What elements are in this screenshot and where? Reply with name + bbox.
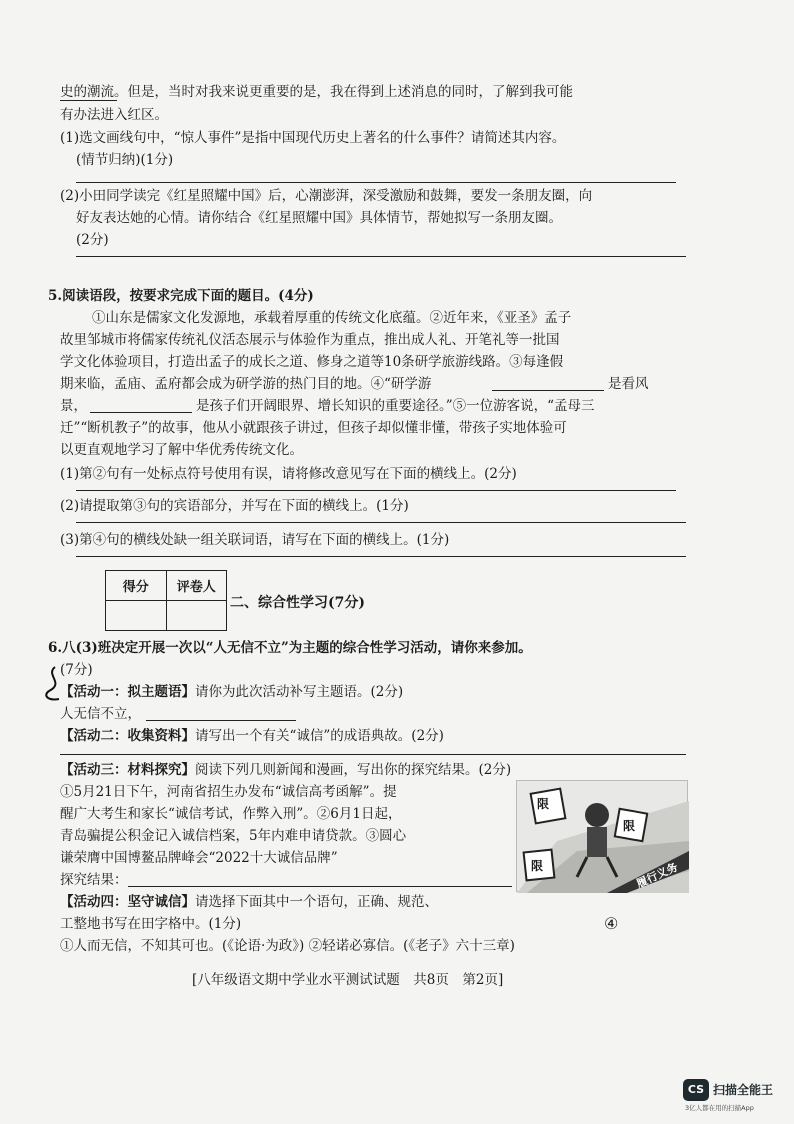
activity-3-tag: 【活动三：材料探究】 bbox=[60, 762, 195, 778]
q5-sub2: (2)请提取第③句的宾语部分，并写在下面的横线上。(1分) bbox=[60, 498, 409, 514]
grader-cell[interactable] bbox=[166, 601, 227, 631]
blank-2 bbox=[90, 412, 192, 413]
q5-sub1: (1)第②句有一处标点符号使用有误，请将修改意见写在下面的横线上。(2分) bbox=[60, 466, 517, 482]
answer-line bbox=[76, 182, 676, 183]
section-2-title: 二、综合性学习(7分) bbox=[230, 595, 365, 611]
score-table bbox=[105, 570, 227, 631]
q4-sub1: (1)选文画线句中，“惊人事件”是指中国现代历史上著名的什么事件？请简述其内容。 bbox=[60, 130, 566, 146]
result-label: 探究结果： bbox=[60, 872, 128, 888]
activity-2-tag: 【活动二：收集资料】 bbox=[60, 728, 195, 744]
scanner-watermark bbox=[683, 1075, 793, 1117]
activity-4-tag: 【活动四：坚守诚信】 bbox=[60, 894, 195, 910]
integrity-cartoon bbox=[516, 780, 688, 892]
q5-passage-line-7: 以更直观地学习了解中华优秀传统文化。 bbox=[60, 442, 303, 458]
grader-header: 评卷人 bbox=[166, 571, 227, 601]
cartoon-sign-3: 限 bbox=[531, 859, 544, 873]
q5-passage-line-5a: 景， bbox=[60, 398, 87, 414]
answer-line bbox=[76, 490, 676, 491]
scanner-app-name: 扫描全能王 bbox=[713, 1083, 774, 1097]
q5-passage-line-5b: 是孩子们开阔眼界、增长知识的重要途径。”⑤一位游客说，“孟母三 bbox=[196, 398, 595, 414]
activity-1 bbox=[60, 682, 403, 702]
activity-3-text: 阅读下列几则新闻和漫画，写出你的探究结果。(2分) bbox=[195, 762, 512, 778]
pen-mark bbox=[35, 665, 75, 709]
news-line-2: 醒广大考生和家长“诚信考试，作弊入刑”。②6月1日起， bbox=[60, 806, 402, 822]
q5-passage-line-2: 故里邹城市将儒家传统礼仪活态展示与体验作为重点，推出成人礼、开笔礼等一批国 bbox=[60, 332, 560, 348]
activity-1-tag: 【活动一：拟主题语】 bbox=[60, 684, 195, 700]
answer-line bbox=[76, 522, 686, 523]
quote-2: ②轻诺必寡信。(《老子》六十三章) bbox=[308, 938, 515, 954]
news-line-4: 谦荣膺中国博鳌品牌峰会“2022十大诚信品牌” bbox=[60, 850, 338, 866]
activity-3 bbox=[60, 760, 511, 780]
activity-2 bbox=[60, 726, 444, 746]
scanner-app-tagline: 3亿人都在用的扫描App bbox=[685, 1104, 754, 1112]
underline-mark bbox=[60, 100, 117, 101]
score-cell[interactable] bbox=[106, 601, 167, 631]
scanner-logo-icon: CS bbox=[683, 1079, 709, 1101]
q5-title: 5.阅读语段，按要求完成下面的题目。(4分) bbox=[48, 288, 314, 304]
quote-1: ①人而无信，不知其可也。(《论语·为政》) bbox=[60, 938, 305, 954]
q6-intro-line-2: (7分) bbox=[60, 662, 93, 678]
blank-theme bbox=[146, 720, 296, 721]
activity-1-text: 请你为此次活动补写主题语。(2分) bbox=[195, 684, 404, 700]
blank-result bbox=[128, 886, 512, 887]
q4-sub2-line-1: (2)小田同学读完《红星照耀中国》后，心潮澎湃，深受激励和鼓舞，要发一条朋友圈，向 bbox=[60, 188, 593, 204]
q5-passage-line-3: 学文化体验项目，打造出孟子的成长之道、修身之道等10条研学旅游线路。③每逢假 bbox=[60, 354, 564, 370]
blank-1 bbox=[492, 390, 604, 391]
q5-passage-line-4b: 是看风 bbox=[608, 376, 649, 392]
passage-tail-line-1: 史的潮流。但是，当时对我来说更重要的是，我在得到上述消息的同时，了解到我可能 bbox=[60, 84, 573, 100]
activity-1-answer-line: 人无信不立， bbox=[60, 706, 141, 722]
page-footer: [八年级语文期中学业水平测试试题 共8页 第2页] bbox=[192, 972, 504, 988]
score-header: 得分 bbox=[106, 571, 167, 601]
answer-line bbox=[60, 754, 686, 755]
q5-passage-line-1: ①山东是儒家文化发源地，承载着厚重的传统文化底蕴。②近年来，《亚圣》孟子 bbox=[92, 310, 572, 326]
cartoon-banner: 履行义务 bbox=[634, 860, 680, 891]
activity-4 bbox=[60, 892, 438, 912]
q5-passage-line-6: 迁”“断机教子”的故事，他从小就跟孩子讲过，但孩子却似懂非懂，带孩子实地体验可 bbox=[60, 420, 567, 436]
cartoon-number: ④ bbox=[604, 914, 619, 933]
activity-2-text: 请写出一个有关“诚信”的成语典故。(2分) bbox=[195, 728, 444, 744]
passage-tail-line-2: 有办法进入红区。 bbox=[60, 107, 168, 123]
activity-4-line-2: 工整地书写在田字格中。(1分) bbox=[60, 916, 242, 932]
exam-paper bbox=[48, 60, 720, 1005]
q4-sub2-line-2: 好友表达她的心情。请你结合《红星照耀中国》具体情节，帮她拟写一条朋友圈。 bbox=[76, 210, 562, 226]
cartoon-sign-2: 限 bbox=[623, 819, 636, 833]
q4-sub2-line-3: (2分) bbox=[76, 232, 109, 248]
cartoon-sign-1: 限 bbox=[537, 797, 550, 811]
q4-sub1-note: (情节归纳)(1分) bbox=[76, 152, 174, 168]
answer-line bbox=[76, 556, 686, 557]
news-line-1: ①5月21日下午，河南省招生办发布“诚信高考函解”。提 bbox=[60, 784, 397, 800]
news-line-3: 青岛骗提公积金记入诚信档案，5年内难申请贷款。③圆心 bbox=[60, 828, 407, 844]
answer-line bbox=[76, 256, 686, 257]
quote-options bbox=[60, 936, 515, 956]
q5-passage-line-4a: 期来临，孟庙、孟府都会成为研学游的热门目的地。④“研学游 bbox=[60, 376, 432, 392]
activity-4-text: 请选择下面其中一个语句，正确、规范、 bbox=[195, 894, 438, 910]
q5-sub3: (3)第④句的横线处缺一组关联词语，请写在下面的横线上。(1分) bbox=[60, 532, 450, 548]
q6-intro-line-1: 6.八(3)班决定开展一次以“人无信不立”为主题的综合性学习活动，请你来参加。 bbox=[48, 640, 532, 656]
